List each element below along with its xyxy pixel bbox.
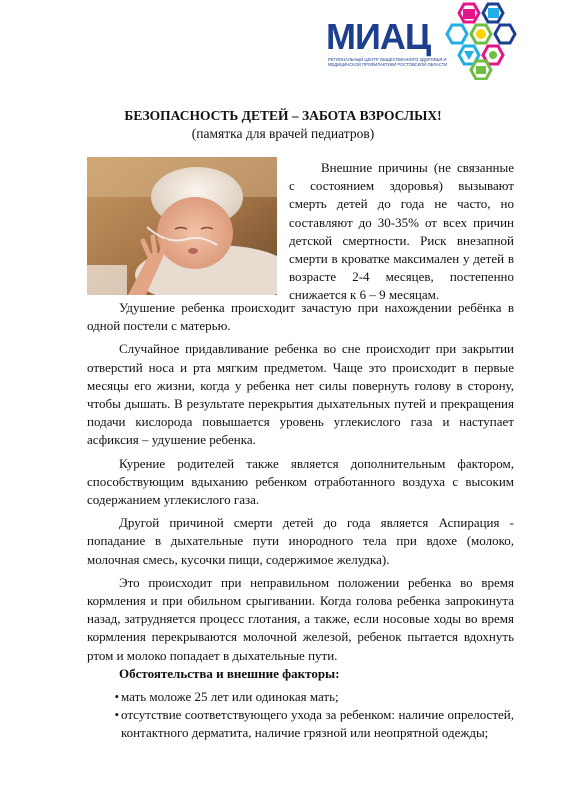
factor-item-2: отсутствие соответствующего ухода за ребенком: наличие опрелостей, контактного дерматита, наличие грязной или неопрятной одежды; — [121, 707, 514, 741]
infant-photo — [87, 157, 277, 295]
logo-wordmark: МИАЦ — [326, 16, 431, 57]
paragraph-2: Случайное придавливание ребенка во сне происходит при закрытии отверстий носа и рта мягким предметом. Чаще это происходит в первые месяцы его жизни, когда у ребенка нет силы повернуть голову в сторону, чтобы дышать. В результате перекрытия дыхательных путей и прекращения подачи кислорода повышается уровень углекислого газа и наступает асфиксия – удушение ребенка. — [87, 341, 514, 448]
factor-item-1: мать моложе 25 лет или одинокая мать; — [121, 689, 339, 705]
intro-text: Внешние причины (не связанные с состоянием здоровья) вызывают смерть детей до года не часто, но составляют до 30-35% от всех причин детской смертности. Риск внезапной смерти в кроватке максимален у детей в возрасте 2-4 месяцев, постепенно снижается к 6 – 9 месяцам. — [289, 160, 514, 303]
factors-heading: Обстоятельства и внешние факторы: — [119, 665, 340, 681]
hex-mid-right — [495, 25, 515, 43]
paragraph-3: Курение родителей также является дополнительным фактором, способствующим вдыханию ребенком отработанного воздуха с высоким содержанием углекислого газа. — [87, 455, 514, 508]
paragraph-1: Удушение ребенка происходит зачастую при нахождении ребёнка в одной постели с матерью. — [87, 300, 514, 334]
page-subtitle: (памятка для врачей педиатров) — [191, 126, 375, 141]
bullet-icon: • — [114, 707, 119, 723]
paragraph-4: Другой причиной смерти детей до года является Аспирация - попадание в дыхательные пути инородного тела при вдохе (молоко, молочная смесь, кусочки пищи, содержимое желудка). — [87, 515, 514, 567]
page-title: БЕЗОПАСНОСТЬ ДЕТЕЙ – ЗАБОТА ВЗРОСЛЫХ! — [124, 108, 442, 123]
list-item — [87, 706, 514, 742]
hexagon-cluster-icon — [444, 2, 518, 80]
logo-subtitle: РЕГИОНАЛЬНЫЙ ЦЕНТР ОБЩЕСТВЕННОГО ЗДОРОВЬЯ И МЕДИЦИНСКОЙ ПРОФИЛАКТИКИ РОСТОВСКОЙ ОБЛАСТИ — [328, 57, 448, 67]
intro-paragraph — [289, 159, 514, 305]
hex-mid-left — [447, 25, 467, 43]
article-body — [87, 299, 514, 743]
list-item — [87, 688, 514, 706]
paragraph-5: Это происходит при неправильном положении ребенка во время кормления и при обильном срыгивании. Когда голова ребенка запрокинута назад, затрудняется процесс глотания, а также, если носовые ходы во время кормления перекрываются молочной железой, ребенок пытается вдохнуть ртом и молоко попадает в дыхательные пути. — [87, 574, 514, 663]
bullet-icon: • — [114, 689, 119, 705]
miac-logo — [326, 2, 516, 82]
